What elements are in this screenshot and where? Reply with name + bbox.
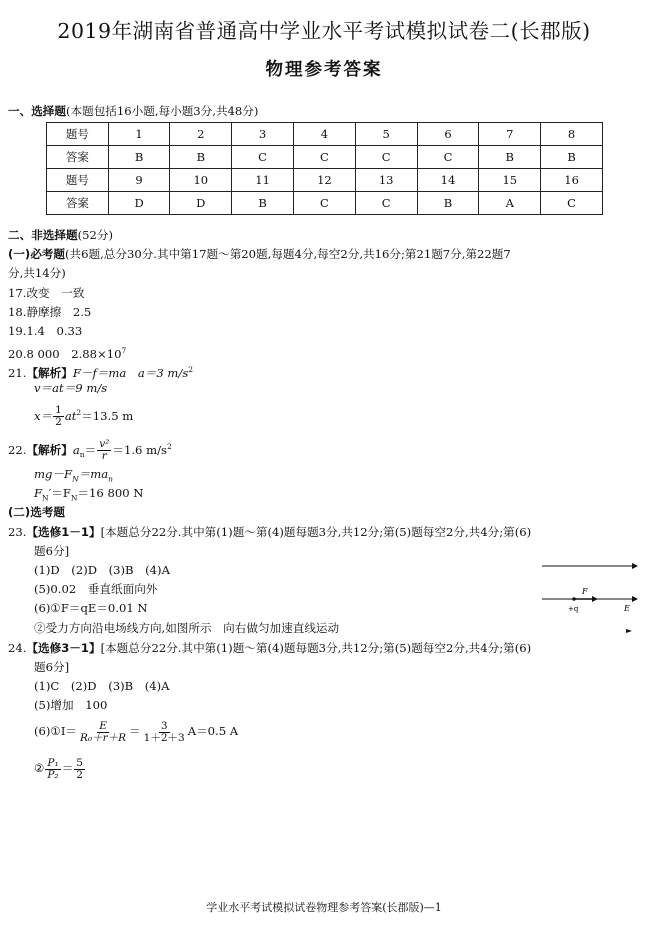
q24-frac4-den: 2 xyxy=(76,768,83,781)
table-cell: A xyxy=(479,192,541,215)
table-row xyxy=(47,146,603,169)
table-row-header: 答案 xyxy=(47,146,109,169)
table-cell: 14 xyxy=(417,169,479,192)
q23-note-a: [本题总分22分.其中第(1)题～第(4)题每题3分,共12分;第(5)题每空2分,共4分;第(6) xyxy=(100,525,532,539)
table-cell: 4 xyxy=(293,123,355,146)
table-cell: 2 xyxy=(170,123,232,146)
electric-field-diagram xyxy=(540,556,640,636)
table-cell: 7 xyxy=(479,123,541,146)
q22-rhs: ＝1.6 m/s xyxy=(112,442,167,457)
q24-ans4-label: ② xyxy=(34,761,45,775)
q21-frac-num: 1 xyxy=(55,404,62,417)
page-footer: 学业水平考试模拟试卷物理参考答案(长郡版)—1 xyxy=(206,901,442,914)
section2-heading-line xyxy=(8,228,113,243)
q22-eq3-a: F xyxy=(34,486,43,500)
answer-table xyxy=(46,122,603,215)
table-cell: 3 xyxy=(232,123,294,146)
q23-tag: 【选修1－1】 xyxy=(26,525,101,539)
table-cell: 16 xyxy=(541,169,603,192)
table-row-header: 题号 xyxy=(47,169,109,192)
section1-note: (本题包括16小题,每小题3分,共48分) xyxy=(65,104,259,118)
answer-q19: 19.1.4 0.33 xyxy=(8,324,83,338)
q21-eq3-exp: 2 xyxy=(76,408,82,417)
q22-eq3-b: ′＝F xyxy=(48,486,71,500)
section2-heading: 二、非选择题 xyxy=(8,228,78,242)
section1-heading: 一、选择题 xyxy=(8,104,66,118)
field-arrow-top xyxy=(632,563,638,569)
page-title: 2019年湖南省普通高中学业水平考试模拟试卷二(长郡版) xyxy=(57,19,591,43)
q23-ans2: (5)0.02 垂直纸面向外 xyxy=(34,582,158,596)
q24-ans3-frac2 xyxy=(142,721,187,744)
q24-frac3-den: P₂ xyxy=(47,768,59,781)
q24-frac3-num: P₁ xyxy=(47,756,59,769)
table-cell: D xyxy=(170,192,232,215)
q22-eq2-b: ＝ma xyxy=(78,467,109,481)
q24-ans1: (1)C (2)D (3)B (4)A xyxy=(34,679,170,693)
table-row xyxy=(47,192,603,215)
q24-frac4-num: 5 xyxy=(76,756,83,769)
table-row-header: 答案 xyxy=(47,192,109,215)
q21-eq3-at: at xyxy=(64,408,77,423)
q24-ans3 xyxy=(34,717,238,745)
q22-eq2 xyxy=(34,467,113,486)
table-cell: C xyxy=(293,146,355,169)
table-row xyxy=(47,169,603,192)
q23-ans3: (6)①F＝qE＝0.01 N xyxy=(34,601,148,615)
page-subtitle: 物理参考答案 xyxy=(265,60,383,80)
table-cell: C xyxy=(541,192,603,215)
field-label: E xyxy=(624,604,630,613)
table-cell: 6 xyxy=(417,123,479,146)
table-cell: B xyxy=(479,146,541,169)
q21-frac-den: 2 xyxy=(55,416,62,429)
section2-score: (52分) xyxy=(77,228,113,242)
table-cell: 9 xyxy=(108,169,170,192)
answer-q20 xyxy=(8,343,126,362)
q23-ans1: (1)D (2)D (3)B (4)A xyxy=(34,563,170,577)
q21-eq1-exp: 2 xyxy=(188,365,194,374)
q21-tag: 【解析】 xyxy=(26,365,73,380)
q24-ans4-eq: ＝ xyxy=(61,761,74,775)
table-cell: D xyxy=(108,192,170,215)
table-cell: C xyxy=(355,192,417,215)
table-cell: B xyxy=(232,192,294,215)
q24-frac1-num: E xyxy=(99,719,107,732)
q22-eq3-sub: N xyxy=(42,493,49,503)
q24-tag: 【选修3－1】 xyxy=(26,641,101,655)
table-row-header: 题号 xyxy=(47,123,109,146)
q24-frac2-num: 3 xyxy=(160,719,168,732)
q24-ans4-frac2 xyxy=(74,758,85,781)
table-cell: C xyxy=(355,146,417,169)
q22-frac-num: v² xyxy=(99,438,110,451)
q21-eq1: F－f＝ma a＝3 m/s xyxy=(72,365,189,380)
part1-note-b: 分,共14分) xyxy=(8,266,66,280)
q22-frac-den: r xyxy=(101,450,107,463)
q24-number: 24. xyxy=(8,641,27,655)
table-cell: C xyxy=(417,146,479,169)
table-cell: 8 xyxy=(541,123,603,146)
q24-line1 xyxy=(8,641,531,656)
q24-ans3-rhs: A＝0.5 A xyxy=(187,724,239,738)
table-cell: 15 xyxy=(479,169,541,192)
q24-note-b: 题6分] xyxy=(34,660,70,674)
q23-note-b: 题6分] xyxy=(34,544,70,558)
table-row xyxy=(47,123,603,146)
table-cell: B xyxy=(108,146,170,169)
q24-frac1-den: R₀＋r＋R xyxy=(80,731,127,744)
q22-eq2-sub2: n xyxy=(108,474,113,484)
answer-q17: 17.改变 一致 xyxy=(8,286,85,300)
part1-note-a: (共6题,总分30分.其中第17题～第20题,每题4分,每空2分,共16分;第21题7分,第22题7 xyxy=(64,247,511,261)
table-cell: 10 xyxy=(170,169,232,192)
force-arrow xyxy=(592,596,598,602)
q23-line1 xyxy=(8,525,531,540)
field-arrow-bottom xyxy=(626,629,632,633)
part2-heading: (二)选考题 xyxy=(8,505,65,519)
q22-eq3-sub2: N xyxy=(70,493,78,503)
table-cell: B xyxy=(170,146,232,169)
q22-eq3-c: ＝16 800 N xyxy=(77,486,144,500)
q24-ans3-lhs: (6)①I＝ xyxy=(34,724,77,738)
part1-line xyxy=(8,247,511,262)
q21-number: 21. xyxy=(8,365,27,380)
q20-text: 20.8 000 2.88×10 xyxy=(8,346,122,361)
q22-eq2-a: mg－F xyxy=(34,467,73,481)
q24-ans3-frac1 xyxy=(78,721,128,744)
q22-tag: 【解析】 xyxy=(26,442,73,457)
q21-eq2: v＝at＝9 m/s xyxy=(34,381,108,395)
q24-note-a: [本题总分22分.其中第(1)题～第(4)题每题3分,共12分;第(5)题每空2分,共4分;第(6) xyxy=(100,641,532,655)
q22-fraction xyxy=(97,439,111,462)
q22-number: 22. xyxy=(8,442,27,457)
q21-eq3-fraction xyxy=(53,405,64,428)
table-cell: 1 xyxy=(108,123,170,146)
q21-eq3 xyxy=(34,399,133,430)
q22-eq2-sub: N xyxy=(72,474,79,484)
q22-a-sub: n xyxy=(79,450,85,460)
q22-eq: ＝ xyxy=(84,442,97,457)
answer-q22-line1 xyxy=(8,433,172,469)
q22-a: a xyxy=(72,442,80,457)
force-label: F xyxy=(582,587,588,596)
q21-eq3-lhs: x＝ xyxy=(34,408,53,423)
table-cell: 11 xyxy=(232,169,294,192)
q24-ans3-eq: ＝ xyxy=(129,724,141,738)
q24-ans4 xyxy=(34,754,86,782)
table-cell: 5 xyxy=(355,123,417,146)
q21-eq3-rhs: ＝13.5 m xyxy=(81,408,134,423)
table-cell: C xyxy=(232,146,294,169)
q24-ans2: (5)增加 100 xyxy=(34,698,108,712)
table-cell: C xyxy=(293,192,355,215)
answer-q21-line1 xyxy=(8,362,193,381)
answer-q18: 18.静摩擦 2.5 xyxy=(8,305,92,319)
q20-exponent: 7 xyxy=(121,346,127,355)
section1-heading-line xyxy=(8,104,258,119)
table-cell: B xyxy=(541,146,603,169)
part1-heading: (一)必考题 xyxy=(8,247,65,261)
field-arrow-middle xyxy=(632,596,638,602)
charge-label: +q xyxy=(568,605,579,613)
q24-frac2-den: 1＋2＋3 xyxy=(143,731,185,744)
table-cell: B xyxy=(417,192,479,215)
q23-ans4: ②受力方向沿电场线方向,如图所示 向右做匀加速直线运动 xyxy=(34,621,340,635)
table-cell: 12 xyxy=(293,169,355,192)
q22-rhs-exp: 2 xyxy=(166,442,172,451)
q23-number: 23. xyxy=(8,525,27,539)
q24-ans4-frac1 xyxy=(45,758,60,781)
table-cell: 13 xyxy=(355,169,417,192)
q22-eq3 xyxy=(34,486,143,505)
